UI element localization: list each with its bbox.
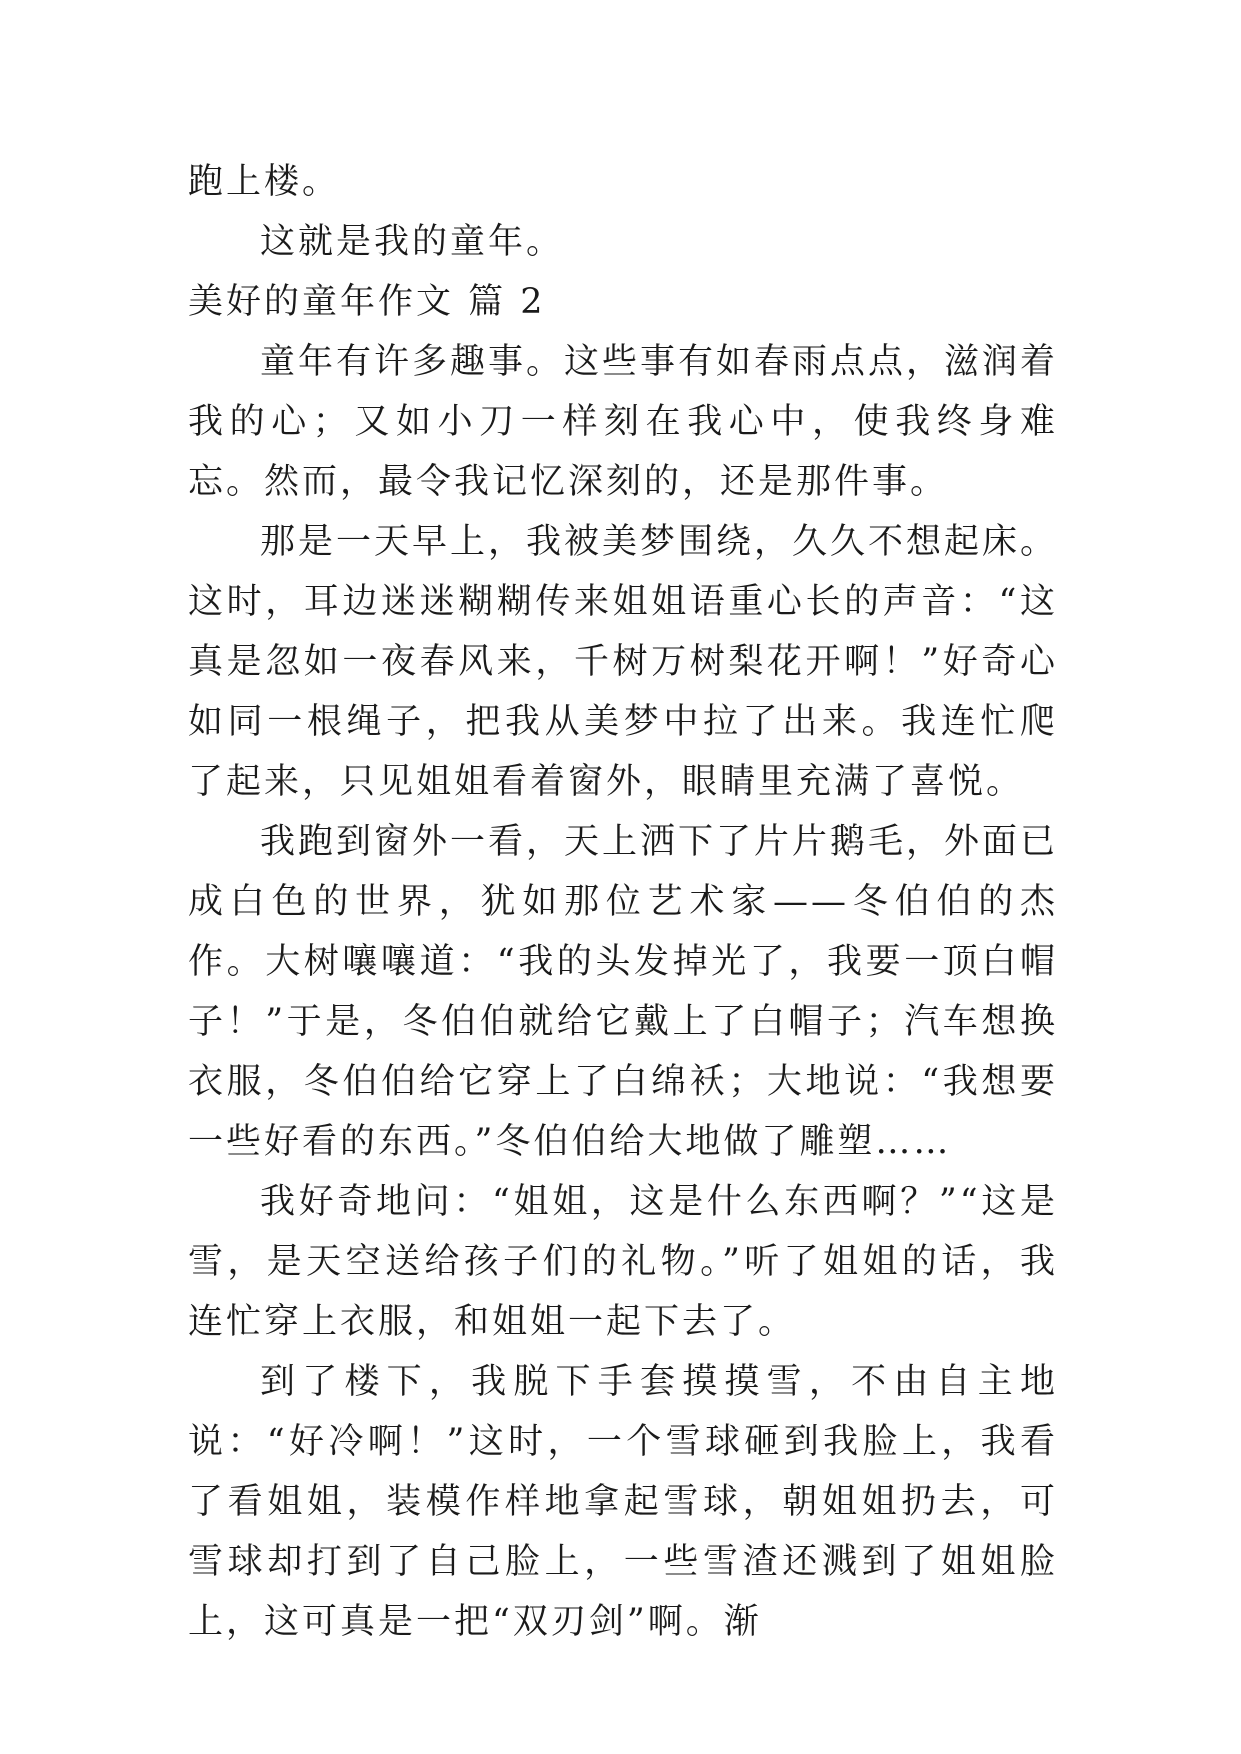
paragraph: 我跑到窗外一看，天上洒下了片片鹅毛，外面已成白色的世界，犹如那位艺术家——冬伯伯的杰作。大树嚷嚷道：“我的头发掉光了，我要一顶白帽子！”于是，冬伯伯就给它戴上了白帽子；汽车想换衣服，冬伯伯给它穿上了白绵袄；大地说：“我想要一些好看的东西。”冬伯伯给大地做了雕塑…… bbox=[188, 822, 1059, 1162]
closing-line: 这就是我的童年。 bbox=[260, 222, 565, 262]
section-title: 美好的童年作文 篇 2 bbox=[188, 282, 546, 322]
paragraph: 那是一天早上，我被美梦围绕，久久不想起床。这时，耳边迷迷糊糊传来姐姐语重心长的声音：“这真是忽如一夜春风来，千树万树梨花开啊！”好奇心如同一根绳子，把我从美梦中拉了出来。我连忙爬了起来，只见姐姐看着窗外，眼睛里充满了喜悦。 bbox=[188, 522, 1059, 802]
paragraph: 到了楼下，我脱下手套摸摸雪，不由自主地说：“好冷啊！”这时，一个雪球砸到我脸上，我看了看姐姐，装模作样地拿起雪球，朝姐姐扔去，可雪球却打到了自己脸上，一些雪渣还溅到了姐姐脸上，这可真是一把“双刃剑”啊。渐 bbox=[188, 1362, 1058, 1642]
paragraph: 我好奇地问：“姐姐，这是什么东西啊？”“这是雪，是天空送给孩子们的礼物。”听了姐姐的话，我连忙穿上衣服，和姐姐一起下去了。 bbox=[188, 1182, 1058, 1342]
paragraph-continuation: 跑上楼。 bbox=[188, 162, 341, 202]
document-body bbox=[188, 152, 1058, 1652]
paragraph: 童年有许多趣事。这些事有如春雨点点，滋润着我的心；又如小刀一样刻在我心中，使我终身难忘。然而，最令我记忆深刻的，还是那件事。 bbox=[188, 342, 1059, 502]
